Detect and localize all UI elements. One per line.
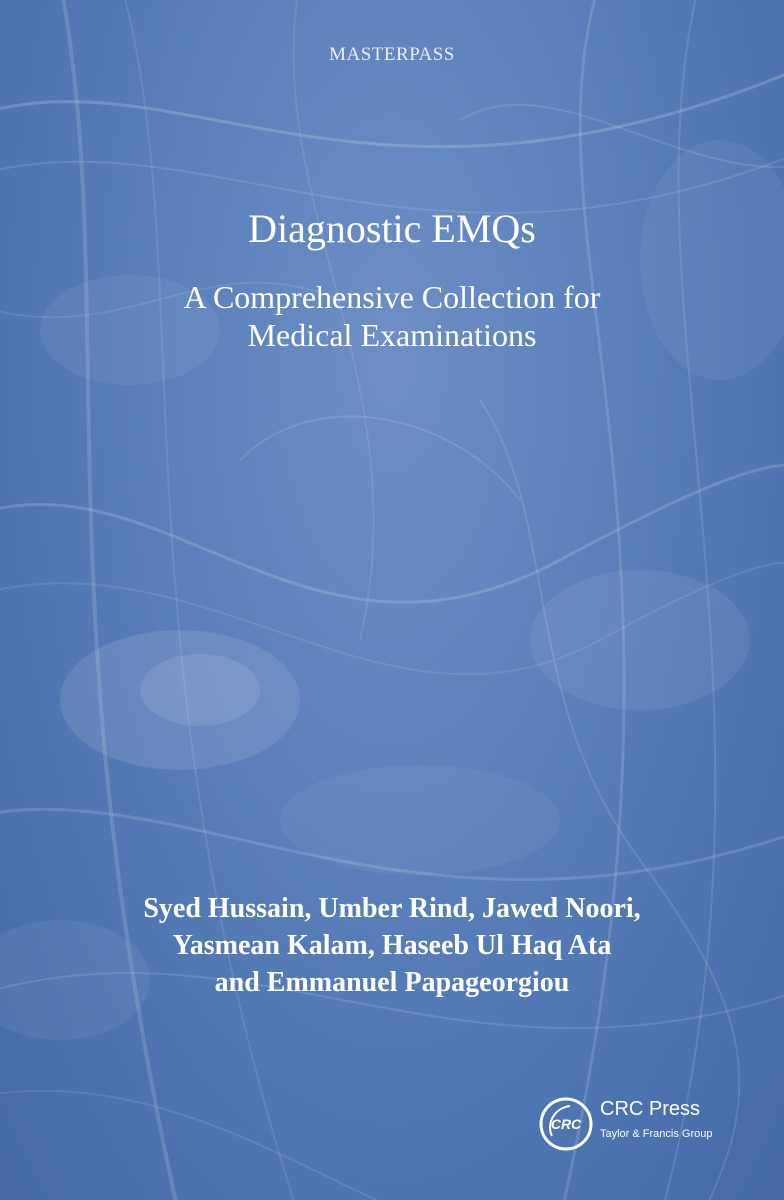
publisher-group: Taylor & Francis Group [600,1128,713,1140]
book-title: Diagnostic EMQs [248,206,536,251]
author-line: and Emmanuel Papageorgiou [214,967,570,998]
author-list [60,890,724,1001]
publisher-block [538,1092,738,1156]
crc-logo-text: CRC [550,1116,582,1132]
series-name: MASTERPASS [329,44,455,65]
crc-logo-icon [538,1096,594,1152]
publisher-name: CRC Press [600,1098,701,1120]
author-line: Syed Hussain, Umber Rind, Jawed Noori, [143,893,641,924]
subtitle-line: Medical Examinations [247,317,537,353]
author-line: Yasmean Kalam, Haseeb Ul Haq Ata [172,930,612,961]
book-subtitle [92,278,692,354]
subtitle-line: A Comprehensive Collection for [183,279,601,315]
